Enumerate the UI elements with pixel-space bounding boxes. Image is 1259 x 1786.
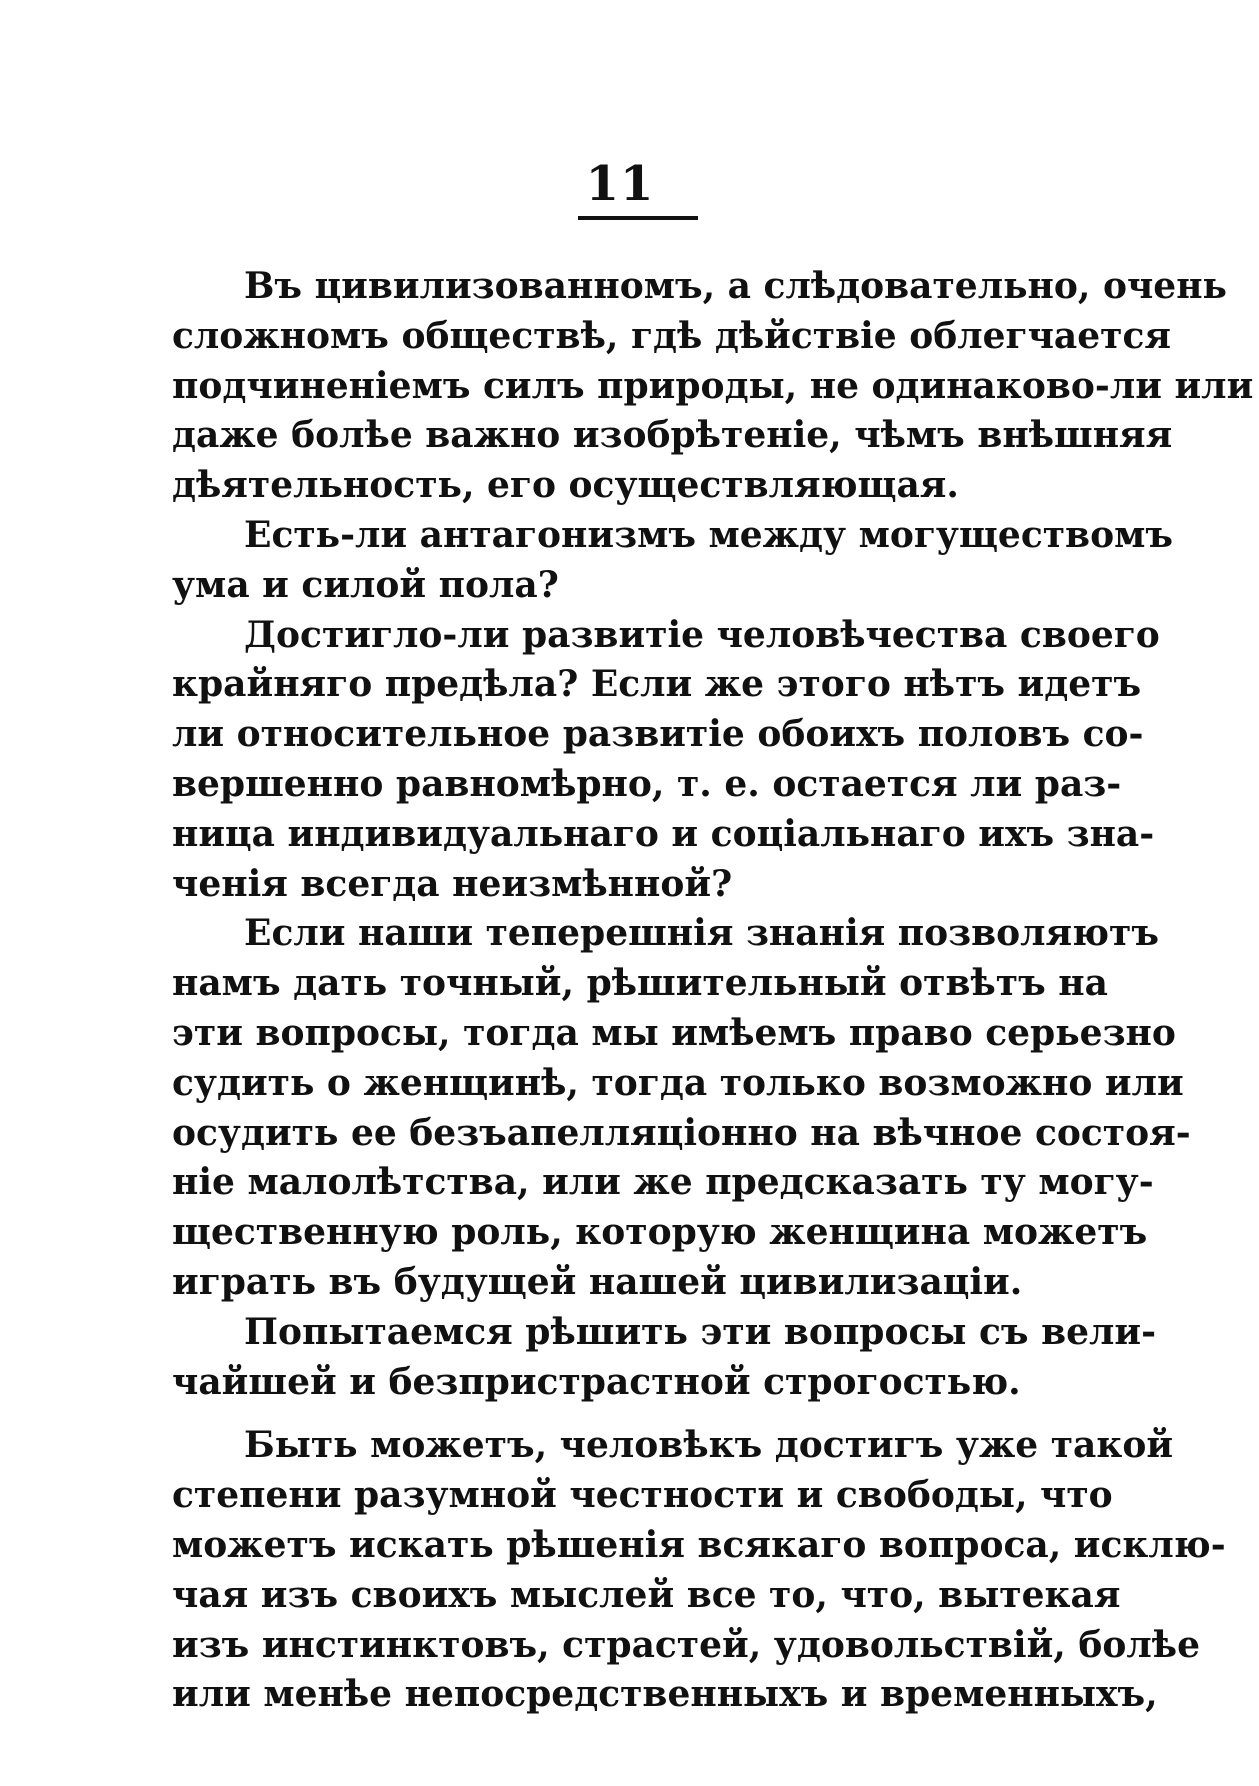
text-line: играть въ будущей нашей цивилизаціи. (172, 1260, 1023, 1303)
paragraph (172, 1421, 1226, 1720)
text-line: степени разумной честности и свободы, что (172, 1474, 1113, 1517)
paragraph (172, 511, 1173, 611)
page-number: 11 (585, 156, 655, 212)
text-line: судить о женщинѣ, тогда только возможно или (172, 1061, 1184, 1104)
body-text (172, 262, 1254, 1720)
text-line: ченія всегда неизмѣнной? (172, 862, 733, 905)
text-line: Достигло-ли развитіе человѣчества своего (244, 613, 1160, 656)
text-line: намъ дать точный, рѣшительный отвѣтъ на (172, 962, 1108, 1005)
text-line: эти вопросы, тогда мы имѣемъ право серьезно (172, 1011, 1176, 1054)
text-line: Попытаемся рѣшить эти вопросы съ вели- (244, 1310, 1157, 1353)
text-line: или менѣе непосредственныхъ и временныхъ, (172, 1673, 1158, 1716)
page-number-underline (578, 216, 698, 220)
paragraph (172, 1308, 1157, 1408)
text-line: Въ цивилизованномъ, а слѣдовательно, очень (244, 265, 1227, 307)
paragraph (172, 909, 1191, 1307)
text-line: щественную роль, которую женщина можетъ (172, 1211, 1148, 1254)
text-line: сложномъ обществѣ, гдѣ дѣйствіе облегчается (172, 314, 1171, 357)
paragraph (172, 611, 1160, 910)
text-line: вершенно равномѣрно, т. е. остается ли раз- (172, 762, 1122, 805)
text-line: чая изъ своихъ мыслей все то, что, вытекая (172, 1573, 1121, 1616)
text-line: даже болѣе важно изобрѣтеніе, чѣмъ внѣшняя (172, 414, 1173, 457)
text-line: Быть можетъ, человѣкъ достигъ уже такой (244, 1424, 1174, 1467)
text-line: ница индивидуальнаго и соціальнаго ихъ зна- (172, 812, 1155, 855)
text-line: Есть-ли антагонизмъ между могуществомъ (244, 513, 1173, 556)
text-line: подчиненіемъ силъ природы, не одинаково-ли или (172, 364, 1254, 407)
text-line: можетъ искать рѣшенія всякаго вопроса, исклю- (172, 1523, 1226, 1566)
text-line: ніе малолѣтства, или же предсказать ту могу- (172, 1161, 1154, 1204)
text-line: ума и силой пола? (172, 563, 559, 606)
text-line: изъ инстинктовъ, страстей, удовольствій, болѣе (172, 1623, 1200, 1666)
text-line: Если наши теперешнія знанія позволяютъ (244, 912, 1159, 955)
text-line: дѣятельность, его осуществляющая. (172, 464, 959, 507)
text-line: ли относительное развитіе обоихъ половъ со- (172, 713, 1144, 756)
text-line: осудить ее безъапелляціонно на вѣчное состоя- (172, 1111, 1191, 1154)
text-line: чайшей и безпристрастной строгостью. (172, 1360, 1021, 1403)
paragraph-gap (172, 1407, 1099, 1421)
text-line: крайняго предѣла? Если же этого нѣтъ идетъ (172, 663, 1142, 706)
paragraph (172, 262, 1254, 511)
